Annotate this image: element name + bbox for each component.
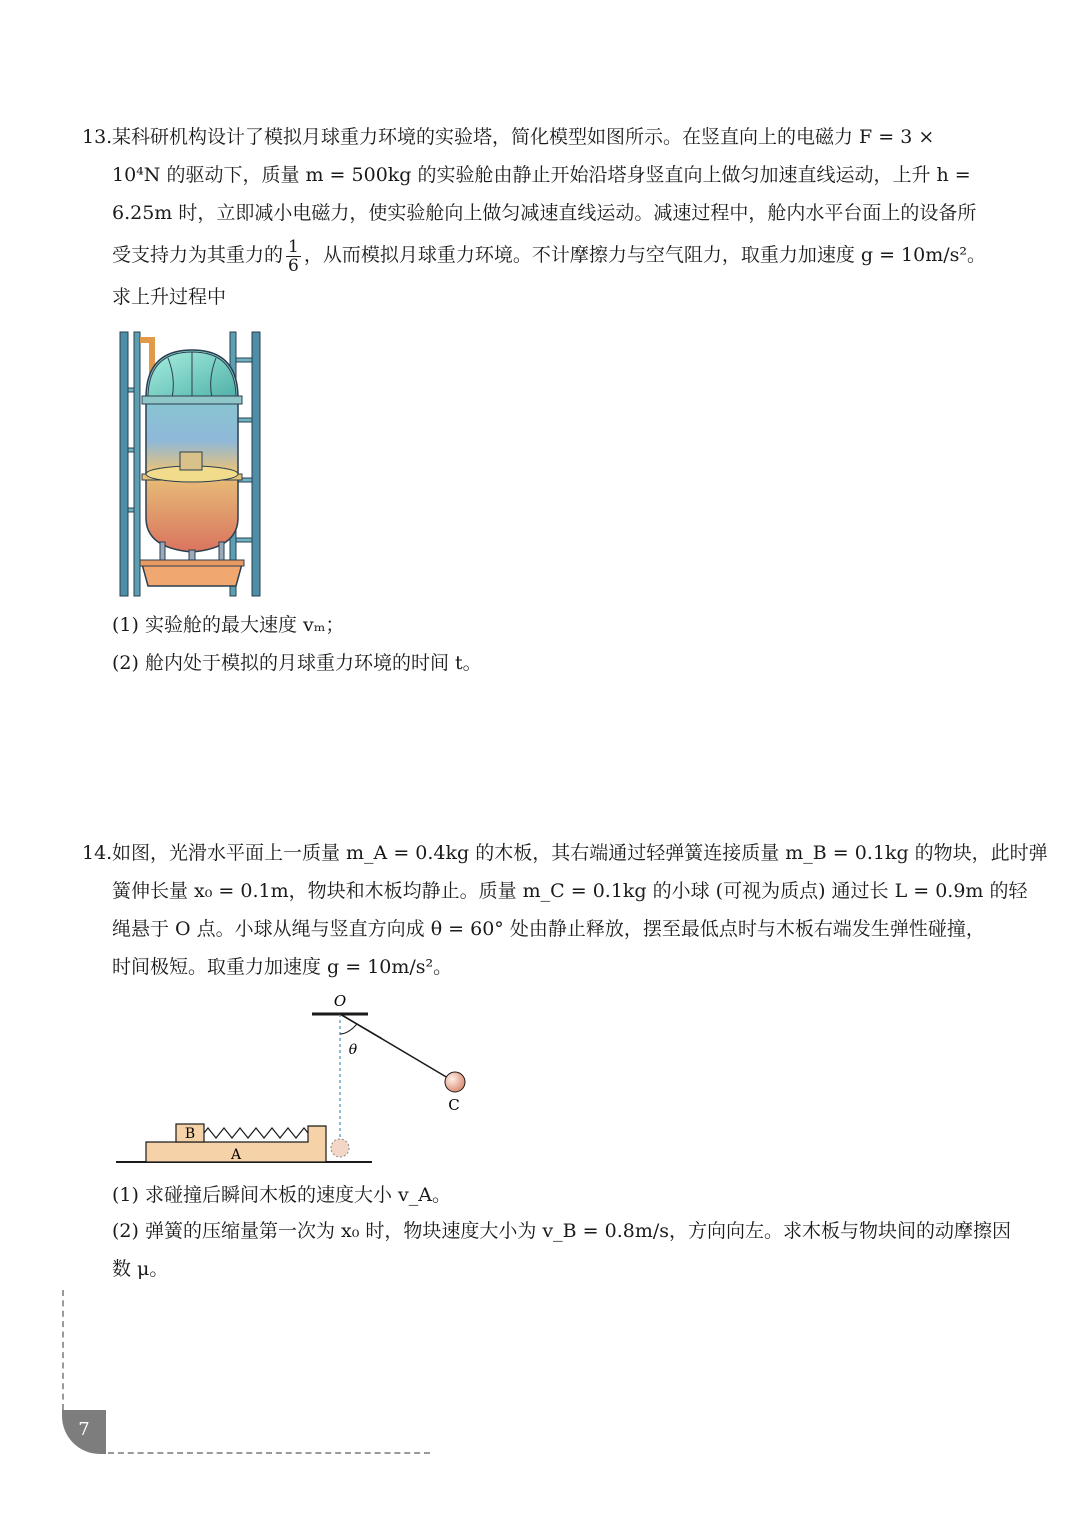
ball-C-figure [330,990,480,1120]
q14-line1: 14.如图，光滑水平面上一质量 m_A = 0.4kg 的木板，其右端通过轻弹簧连接质量 m_B = 0.1kg 的物块，此时弹 [82,834,1002,872]
q13-line2: 10⁴N 的驱动下，质量 m = 500kg 的实验舱由静止开始沿塔身竖直向上做匀加速直线运动，上升 h = [112,164,971,186]
capsule-tower-figure [112,328,272,600]
q14-line2: 簧伸长量 x₀ = 0.1m，物块和木板均静止。质量 m_C = 0.1kg 的小球 (可视为质点) 通过长 L = 0.9m 的轻 [112,880,1028,902]
q14-line3: 绳悬于 O 点。小球从绳与竖直方向成 θ = 60° 处由静止释放，摆至最低点时与木板右端发生弹性碰撞， [112,918,985,940]
q13-line4: 受支持力为其重力的 $\frac{1}{6}$ ，从而模拟月球重力环境。不计摩擦力与空气阻力，取重力加速度 g = 10m/s²。 [112,236,987,276]
q13-line5: 求上升过程中 [112,286,227,308]
question-13 [82,118,1002,316]
fraction-one-sixth: $\frac{1}{6}$ [288,236,299,276]
ball-C [445,1072,465,1092]
page-number: 7 [78,1419,90,1440]
label-B: B [184,1126,196,1142]
margin-dashed-line [62,1290,64,1410]
q14-line4: 时间极短。取重力加速度 g = 10m/s²。 [112,956,453,978]
q14-subquestion-2-line1: (2) 弹簧的压缩量第一次为 x₀ 时，物块速度大小为 v_B = 0.8m/s，方向向左。求木板与物块间的动摩擦因 [112,1220,1011,1242]
page-number-tab [62,1410,106,1454]
footer-dashed-line [108,1452,430,1454]
label-C: C [448,1096,460,1114]
label-theta: θ [348,1042,358,1058]
q14-subquestion-1: (1) 求碰撞后瞬间木板的速度大小 v_A。 [112,1184,451,1206]
q13-subquestion-2: (2) 舱内处于模拟的月球重力环境的时间 t。 [112,652,482,674]
ball-lowest-position [331,1139,349,1157]
q13-number: 13. [82,126,113,148]
question-14 [82,834,1048,986]
rope-segment [340,1014,448,1078]
q13-subquestion-1: (1) 实验舱的最大速度 vₘ； [112,614,345,636]
q14-subquestion-2-line2: 数 μ。 [112,1258,169,1280]
spring [204,1128,308,1138]
q14-number: 14. [82,842,113,864]
label-O: O [333,992,347,1010]
label-A: A [230,1147,242,1163]
q13-line1: 13.某科研机构设计了模拟月球重力环境的实验塔，简化模型如图所示。在竖直向上的电磁力 F = 3 × [82,118,1002,156]
q13-line3: 6.25m 时，立即减小电磁力，使实验舱向上做匀减速直线运动。减速过程中，舱内水平台面上的设备所 [112,202,977,224]
